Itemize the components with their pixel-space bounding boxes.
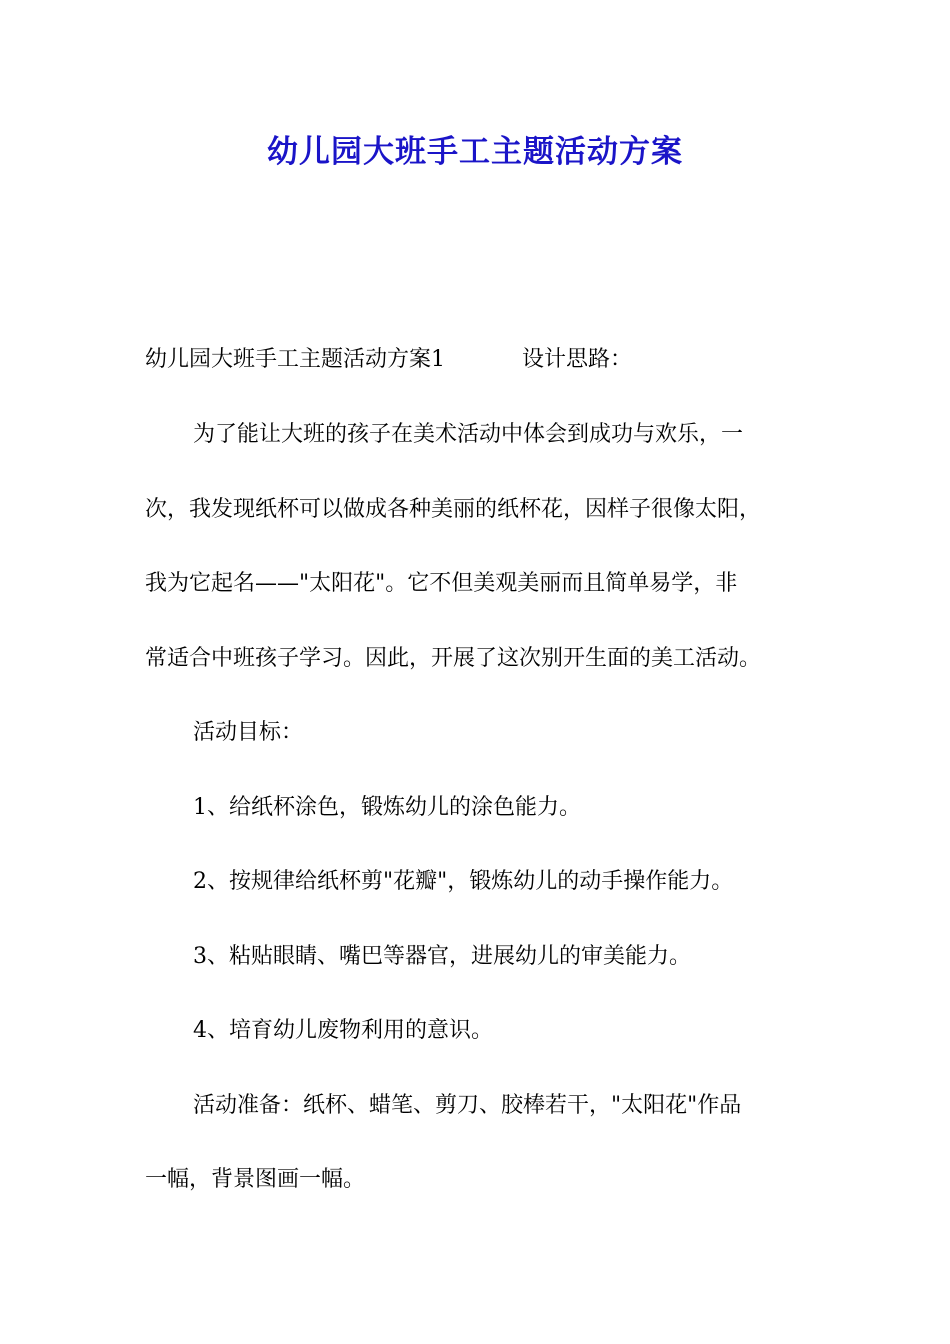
- preparation-line: 一幅，背景图画一幅。: [145, 1167, 366, 1192]
- paragraph-line: 为了能让大班的孩子在美术活动中体会到成功与欢乐，一: [193, 422, 744, 447]
- goals-label: 活动目标：: [193, 720, 304, 745]
- goal-item: 1、给纸杯涂色，锻炼幼儿的涂色能力。: [193, 795, 581, 820]
- preparation-line: 活动准备：纸杯、蜡笔、剪刀、胶棒若干，"太阳花"作品: [193, 1093, 742, 1118]
- design-label: 设计思路：: [522, 347, 633, 372]
- goal-item: 3、粘贴眼睛、嘴巴等器官，进展幼儿的审美能力。: [193, 944, 691, 969]
- section-heading: 幼儿园大班手工主题活动方案1: [145, 347, 445, 372]
- goal-item: 4、培育幼儿废物利用的意识。: [193, 1018, 493, 1043]
- paragraph-line: 常适合中班孩子学习。因此，开展了这次别开生面的美工活动。: [145, 646, 762, 671]
- paragraph-line: 次，我发现纸杯可以做成各种美丽的纸杯花，因样子很像太阳，: [145, 497, 762, 522]
- goal-item: 2、按规律给纸杯剪"花瓣"，锻炼幼儿的动手操作能力。: [193, 869, 734, 894]
- paragraph-line: 我为它起名——"太阳花"。它不但美观美丽而且简单易学，非: [145, 571, 738, 596]
- document-title: 幼儿园大班手工主题活动方案: [267, 134, 683, 170]
